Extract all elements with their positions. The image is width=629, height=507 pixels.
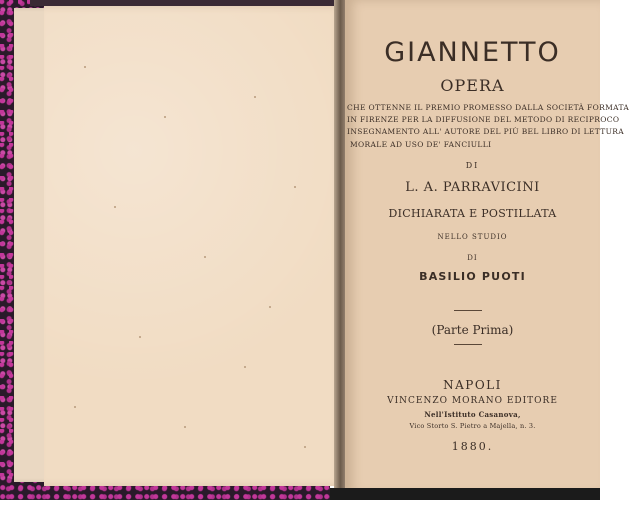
publication-year: 1880.: [451, 440, 494, 453]
publisher-address: Vico Storto S. Pietro a Majella, n. 3.: [409, 422, 536, 430]
by-label: DI: [465, 161, 480, 170]
description-line: MORALE AD USO DE' FANCIULLI: [350, 139, 492, 149]
title-page: [345, 0, 629, 494]
description-line: CHE OTTENNE IL PREMIO PROMESSO DALLA SOCIETÀ FORMATA: [347, 103, 629, 112]
blank-left-page: [44, 6, 344, 486]
paper-speck: [204, 256, 206, 258]
publication-city: NAPOLI: [443, 378, 502, 392]
book-subtitle: OPERA: [440, 76, 505, 95]
in-study-label: NELLO STUDIO: [437, 233, 508, 241]
paper-speck: [84, 66, 86, 68]
paper-speck: [304, 446, 306, 448]
description-line: IN FIRENZE PER LA DIFFUSIONE DEL METODO DI RECIPROCO: [347, 115, 620, 125]
divider-rule: [454, 310, 482, 311]
editor-name: BASILIO PUOTI: [419, 270, 526, 283]
paper-speck: [184, 426, 186, 428]
author-name: L. A. PARRAVICINI: [405, 180, 540, 195]
publisher-name: VINCENZO MORANO EDITORE: [387, 396, 558, 406]
description-block: [347, 102, 629, 151]
marbled-cover-bottom-edge: [0, 484, 330, 500]
annotation-note: DICHIARATA E POSTILLATA: [388, 207, 557, 220]
book-title: GIANNETTO: [384, 37, 561, 68]
scan-bottom-edge: [330, 488, 600, 500]
paper-speck: [269, 306, 271, 308]
paper-speck: [244, 366, 246, 368]
paper-speck: [114, 206, 116, 208]
paper-speck: [139, 336, 141, 338]
paper-speck: [164, 116, 166, 118]
paper-speck: [254, 96, 256, 98]
paper-speck: [294, 186, 296, 188]
part-label: (Parte Prima): [431, 323, 514, 337]
paper-speck: [74, 406, 76, 408]
of-label: DI: [467, 254, 478, 262]
description-line: INSEGNAMENTO ALL' AUTORE DEL PIÙ BEL LIBRO DI LETTURA: [347, 127, 625, 137]
publisher-institute: Nell'Istituto Casanova,: [424, 410, 521, 419]
divider-rule: [454, 344, 482, 345]
